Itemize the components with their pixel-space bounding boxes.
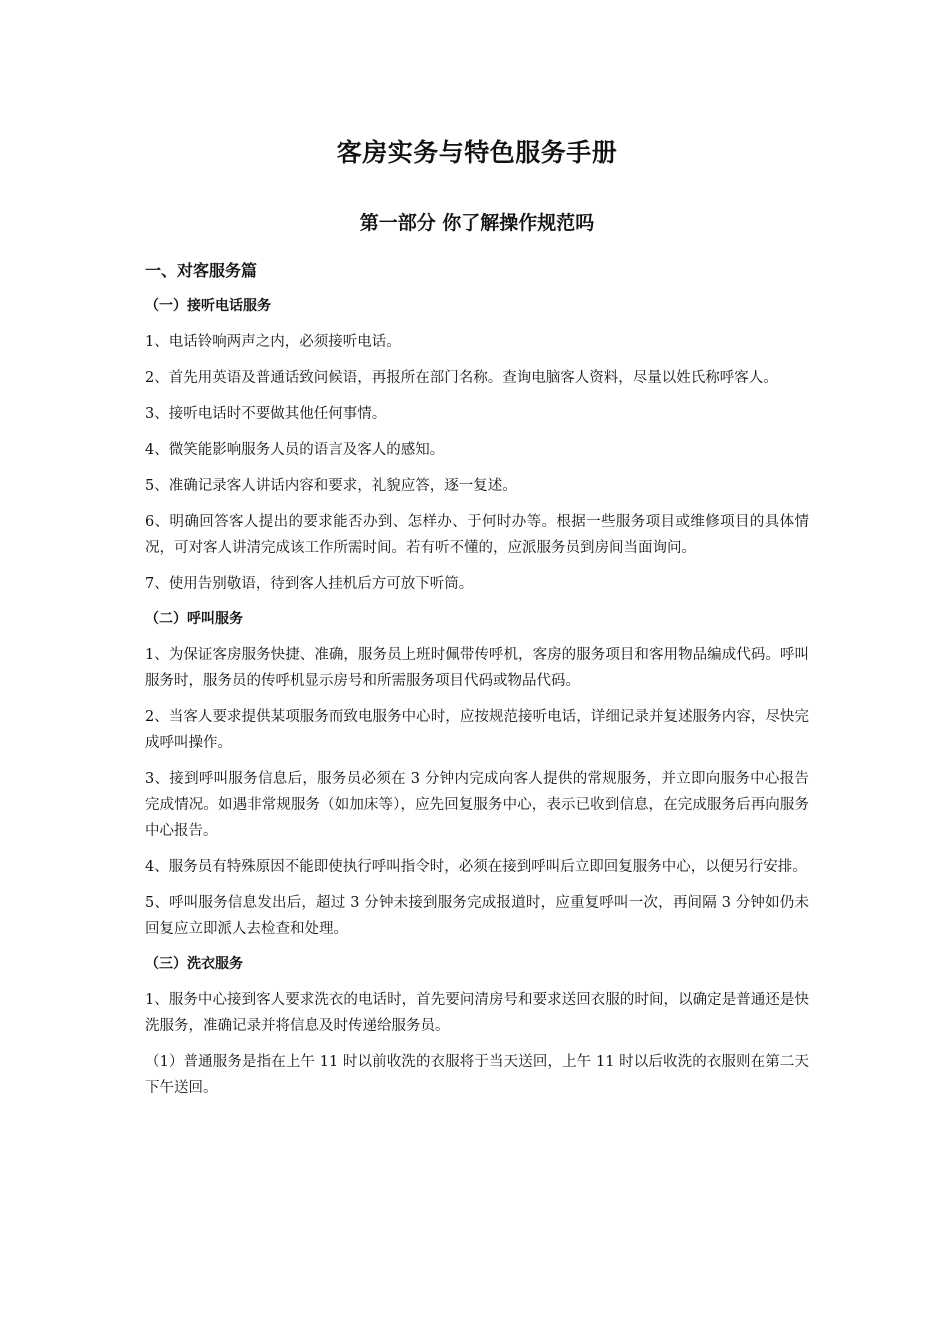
subsection-heading: （三）洗衣服务 (145, 956, 243, 972)
document-body (145, 128, 809, 1101)
subsection-call-service (145, 606, 809, 942)
document-title: 客房实务与特色服务手册 (336, 138, 618, 167)
paragraph: 4、微笑能影响服务人员的语言及客人的感知。 (145, 442, 445, 458)
section-heading: 一、对客服务篇 (145, 261, 258, 280)
paragraph: 6、明确回答客人提出的要求能否办到、怎样办、于何时办等。根据一些服务项目或维修项目的具体情况，可对客人讲清完成该工作所需时间。若有听不懂的，应派服务员到房间当面询问。 (145, 514, 809, 556)
paragraph: 3、接到呼叫服务信息后，服务员必须在 3 分钟内完成向客人提供的常规服务，并立即向服务中心报告完成情况。如遇非常规服务（如加床等），应先回复服务中心，表示已收到信息，在完成服务后再向服务中心报告。 (145, 771, 809, 839)
subsection-heading: （一）接听电话服务 (145, 298, 271, 314)
paragraph: 1、为保证客房服务快捷、准确，服务员上班时佩带传呼机，客房的服务项目和客用物品编成代码。呼叫服务时，服务员的传呼机显示房号和所需服务项目代码或物品代码。 (145, 647, 809, 689)
paragraph: 2、当客人要求提供某项服务而致电服务中心时，应按规范接听电话，详细记录并复述服务内容，尽快完成呼叫操作。 (145, 709, 809, 751)
paragraph: 2、首先用英语及普通话致问候语，再报所在部门名称。查询电脑客人资料，尽量以姓氏称呼客人。 (145, 370, 778, 386)
part-title: 第一部分 你了解操作规范吗 (359, 212, 595, 234)
paragraph: 1、电话铃响两声之内，必须接听电话。 (145, 334, 401, 350)
paragraph: （1）普通服务是指在上午 11 时以前收洗的衣服将于当天送回，上午 11 时以后收洗的衣服则在第二天下午送回。 (145, 1054, 809, 1096)
paragraph: 5、准确记录客人讲话内容和要求，礼貌应答，逐一复述。 (145, 478, 517, 494)
paragraph: 4、服务员有特殊原因不能即使执行呼叫指令时，必须在接到呼叫后立即回复服务中心，以便另行安排。 (145, 859, 807, 875)
paragraph: 3、接听电话时不要做其他任何事情。 (145, 406, 387, 422)
subsection-laundry-service (145, 951, 809, 1101)
subsection-heading: （二）呼叫服务 (145, 611, 243, 627)
subsection-phone-service (145, 293, 809, 597)
paragraph: 7、使用告别敬语，待到客人挂机后方可放下听筒。 (145, 576, 474, 592)
paragraph: 5、呼叫服务信息发出后，超过 3 分钟未接到服务完成报道时，应重复呼叫一次，再间隔 3 分钟如仍未回复应立即派人去检查和处理。 (145, 895, 809, 937)
paragraph: 1、服务中心接到客人要求洗衣的电话时，首先要问清房号和要求送回衣服的时间，以确定是普通还是快洗服务，准确记录并将信息及时传递给服务员。 (145, 992, 809, 1034)
